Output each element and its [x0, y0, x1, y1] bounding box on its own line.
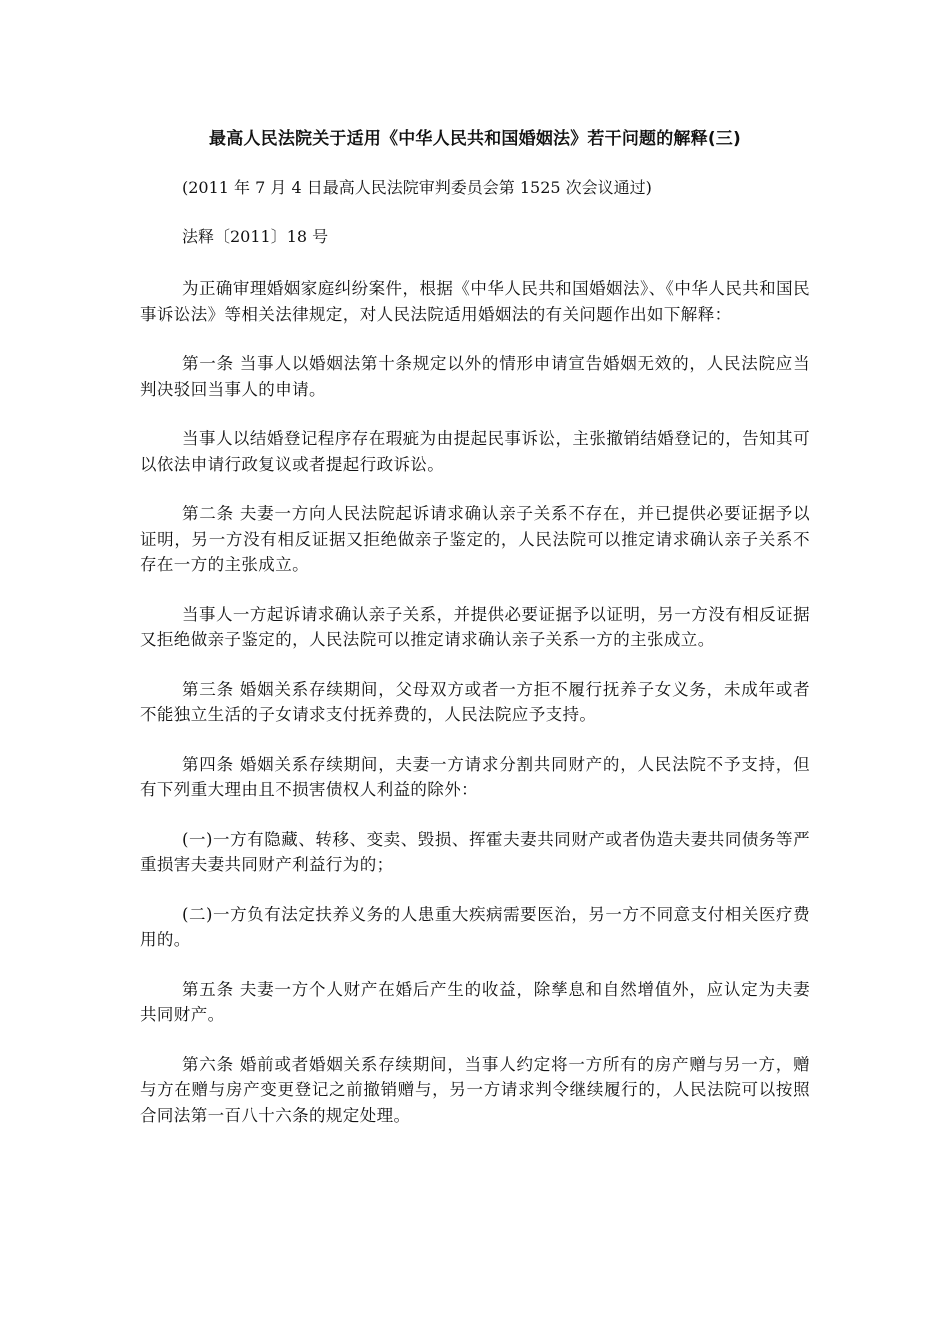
article-2-paragraph: 第二条 夫妻一方向人民法院起诉请求确认亲子关系不存在，并已提供必要证据予以证明，另一方没有相反证据又拒绝做亲子鉴定的，人民法院可以推定请求确认亲子关系不存在一方的主张成立。 [140, 504, 810, 574]
article-2-clause-2-paragraph: 当事人一方起诉请求确认亲子关系，并提供必要证据予以证明，另一方没有相反证据又拒绝做亲子鉴定的，人民法院可以推定请求确认亲子关系一方的主张成立。 [140, 604, 810, 649]
document-title: 最高人民法院关于适用《中华人民共和国婚姻法》若干问题的解释(三) [209, 129, 741, 149]
article-5-paragraph: 第五条 夫妻一方个人财产在婚后产生的收益，除孳息和自然增值外，应认定为夫妻共同财产。 [140, 979, 810, 1024]
article-3-paragraph: 第三条 婚姻关系存续期间，父母双方或者一方拒不履行抚养子女义务，未成年或者不能独立生活的子女请求支付抚养费的，人民法院应予支持。 [140, 679, 810, 724]
article-1-clause-2-paragraph: 当事人以结婚登记程序存在瑕疵为由提起民事诉讼，主张撤销结婚登记的，告知其可以依法申请行政复议或者提起行政诉讼。 [140, 429, 810, 474]
document-number: 法释〔2011〕18 号 [182, 227, 329, 246]
article-1-paragraph: 第一条 当事人以婚姻法第十条规定以外的情形申请宣告婚姻无效的，人民法院应当判决驳回当事人的申请。 [140, 354, 810, 399]
article-4-item-1-paragraph: (一)一方有隐藏、转移、变卖、毁损、挥霍夫妻共同财产或者伪造夫妻共同债务等严重损害夫妻共同财产利益行为的； [140, 829, 810, 874]
adoption-note: (2011 年 7 月 4 日最高人民法院审判委员会第 1525 次会议通过) [182, 178, 652, 197]
preamble-paragraph: 为正确审理婚姻家庭纠纷案件，根据《中华人民共和国婚姻法》、《中华人民共和国民事诉讼法》等相关法律规定，对人民法院适用婚姻法的有关问题作出如下解释： [140, 279, 810, 324]
article-6-paragraph: 第六条 婚前或者婚姻关系存续期间，当事人约定将一方所有的房产赠与另一方，赠与方在赠与房产变更登记之前撤销赠与，另一方请求判令继续履行的，人民法院可以按照合同法第一百八十六条的规定处理。 [140, 1054, 810, 1125]
article-4-paragraph: 第四条 婚姻关系存续期间，夫妻一方请求分割共同财产的，人民法院不予支持，但有下列重大理由且不损害债权人利益的除外： [140, 754, 810, 799]
document-page [140, 120, 810, 1128]
article-4-item-2-paragraph: (二)一方负有法定扶养义务的人患重大疾病需要医治，另一方不同意支付相关医疗费用的。 [140, 904, 810, 949]
